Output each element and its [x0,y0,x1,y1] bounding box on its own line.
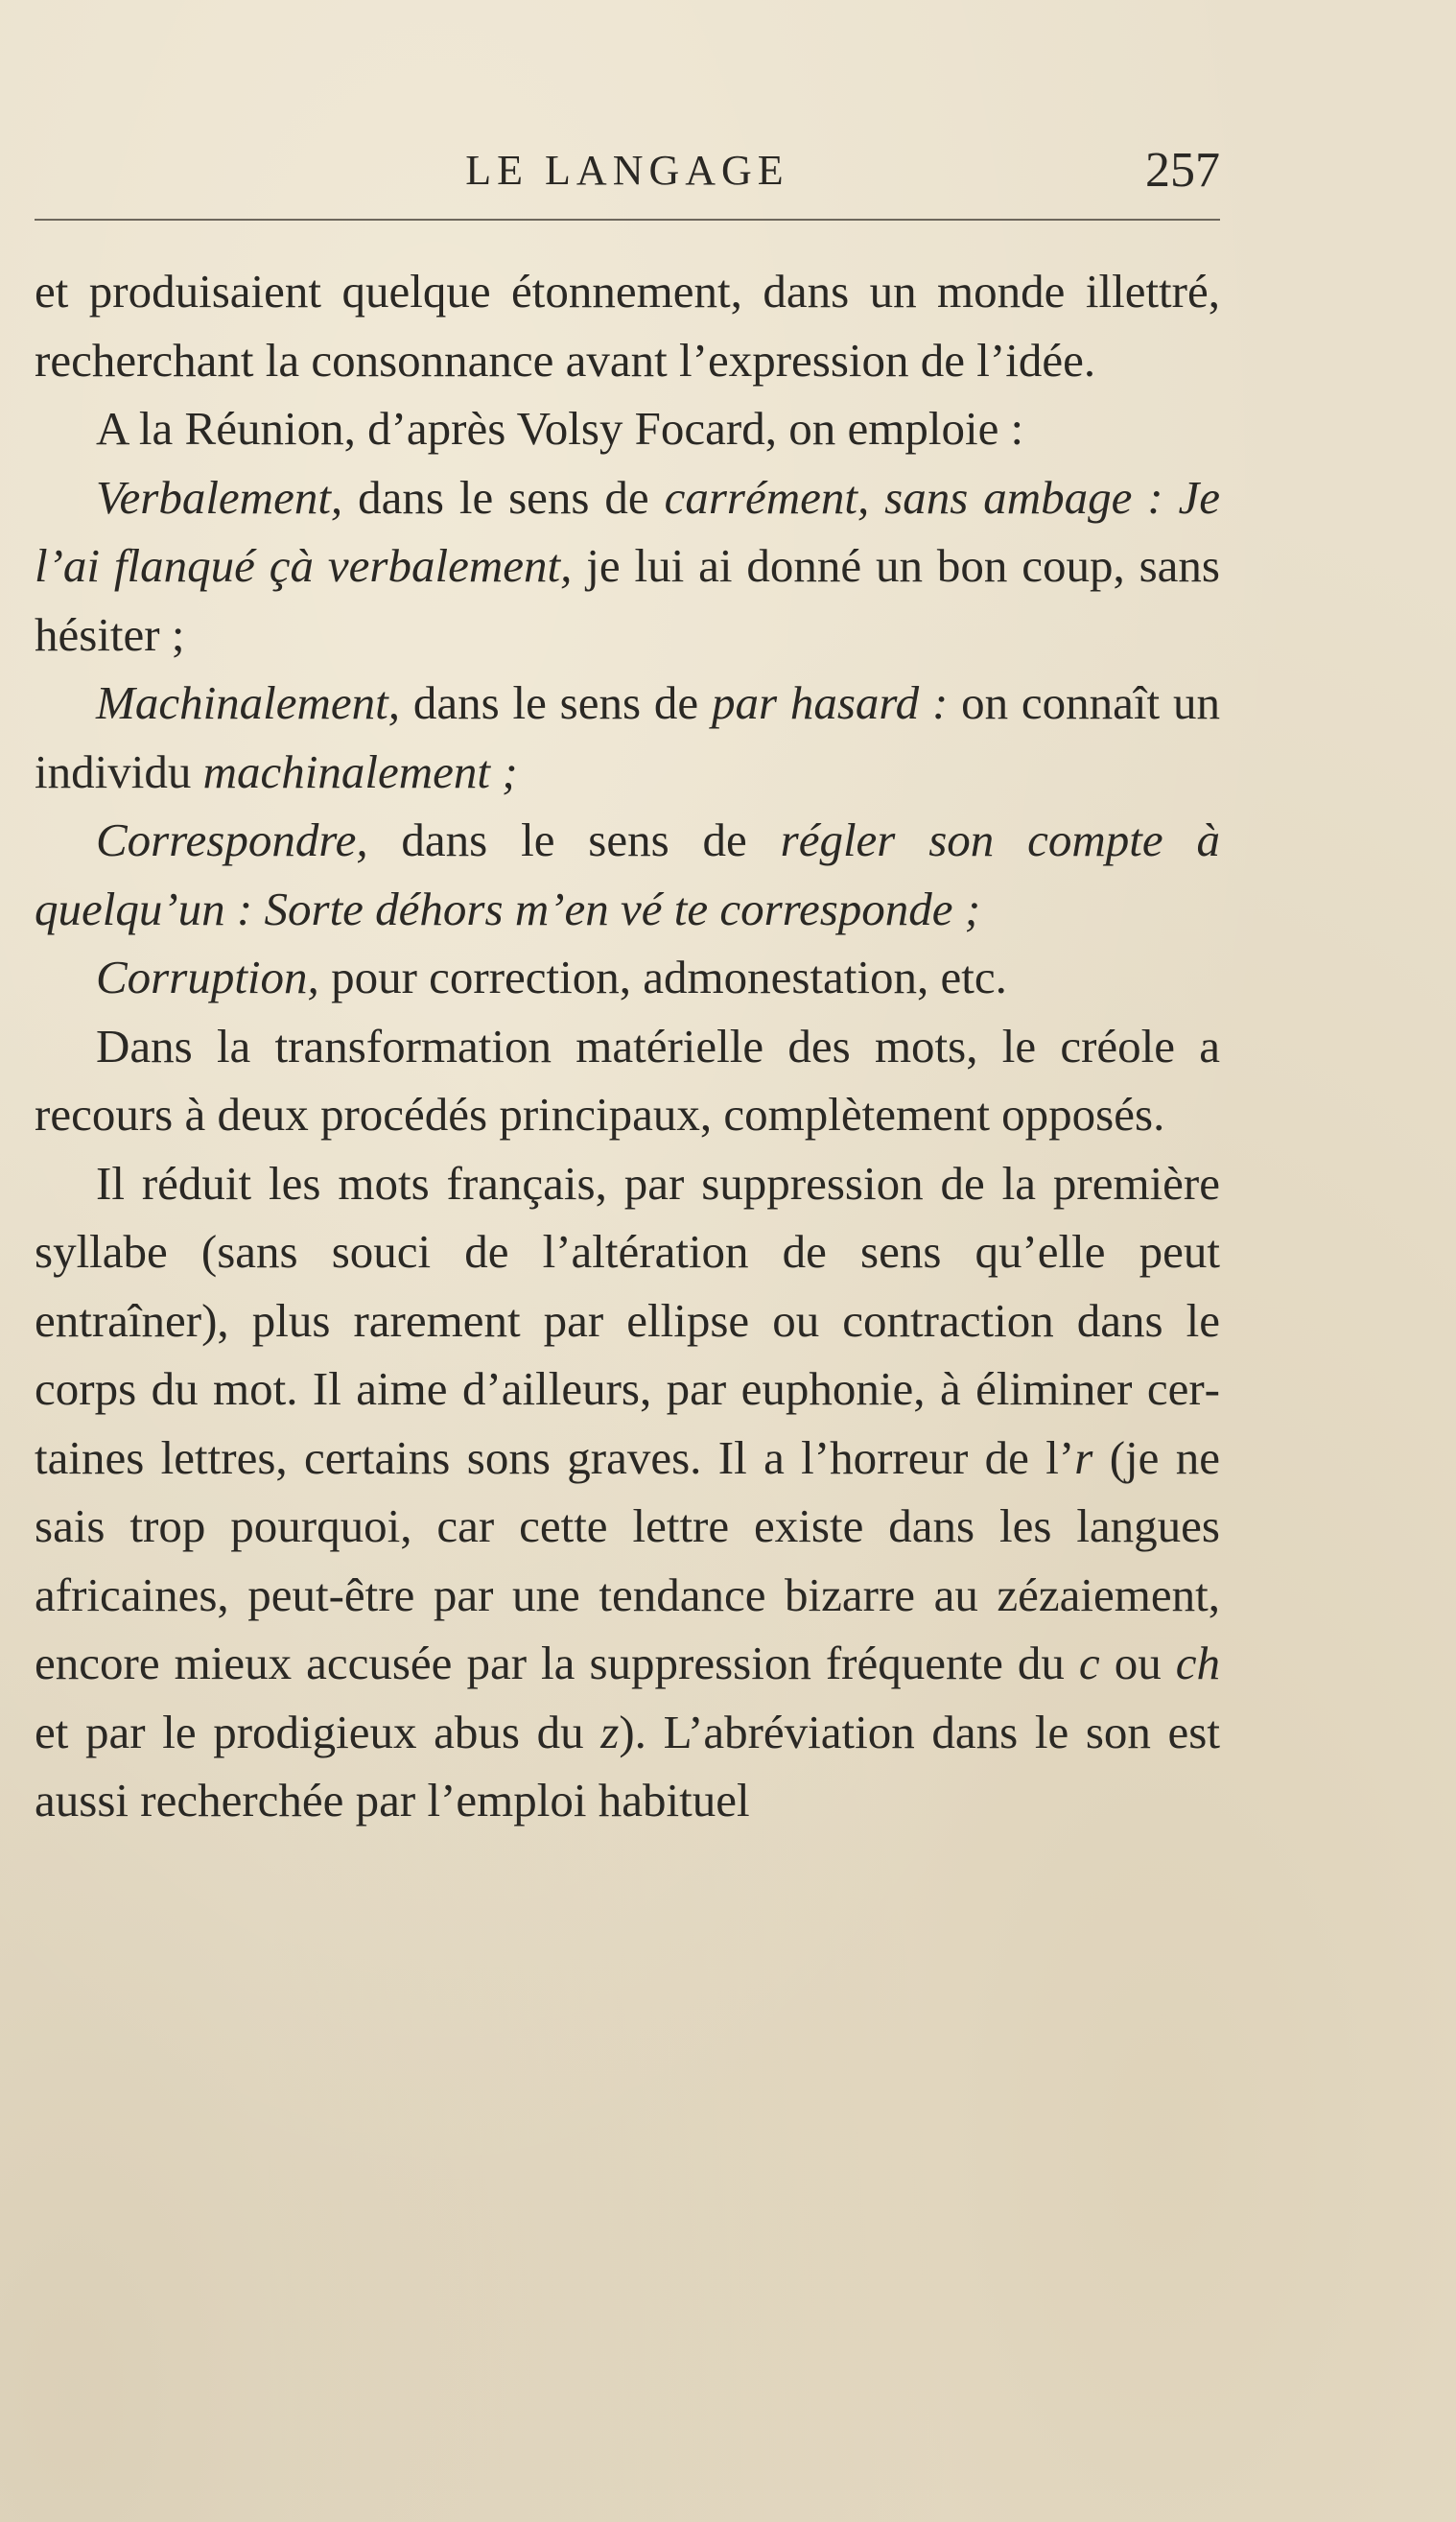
text-run: dans le sens de [400,676,712,729]
italic-text: Corruption, [96,951,319,1003]
italic-text: carrément, sans ambage : Je l’ai flanqué çà verbalement, [35,470,1220,592]
text-run: et produisaient quelque étonnement, dans un monde illettré, recherchant la consonnance avant l’expression de l’idée. [35,265,1220,387]
italic-text: z [600,1705,620,1758]
paragraph [35,669,1220,806]
paragraph [35,943,1220,1012]
italic-text: machinalement ; [202,744,518,798]
text-run: dans le sens de [342,470,665,524]
text-run: on connaît un individu [35,676,1220,798]
text-run: Il réduit les mots français, par suppression de la première syllabe (sans souci de l’altération de sens qu’elle peut entraîner), plus rarement par ellipse ou contraction dans le corps du mot. Il aime d’ailleurs, par euphonie, à éliminer certaines lettres, certains sons graves. Il a l’horreur de l’ [35,1156,1220,1484]
italic-text: Correspondre, [96,813,368,866]
italic-text: r [1074,1430,1093,1484]
paragraph [35,1149,1220,1835]
body-text [35,257,1220,1835]
italic-text: régler son compte à quelqu’un : Sorte déhors m’en vé te corresponde ; [35,813,1220,935]
italic-text: Verbalement, [96,470,343,524]
text-run: A la Réunion, d’après Volsy Focard, on emploie : [96,402,1024,455]
text-run: ou [1099,1637,1176,1689]
paragraph [35,806,1220,943]
page-number: 257 [1145,143,1220,198]
text-run: et par le prodigieux abus du [35,1705,601,1758]
header-rule [35,219,1220,221]
paragraph [35,1012,1220,1149]
italic-text: Machinalement, [96,676,401,729]
text-run: Dans la transformation matérielle des mots, le créole a recours à deux procédés principaux, complètement opposés. [35,1019,1220,1141]
paragraph [35,394,1220,463]
text-run: je lui ai donné un bon coup, sans hésiter ; [35,539,1220,661]
paragraph [35,257,1220,394]
text-run: dans le sens de [367,813,781,866]
italic-text: par hasard : [711,676,949,729]
text-run: ). L’abréviation dans le son est aussi recherchée par l’emploi habituel [35,1705,1220,1827]
text-run: (je ne sais trop pourquoi, car cette lettre existe dans les langues africaines, peut-être par une tendance bizarre au zézaiement, encore mieux accusée par la suppression fréquente du [35,1430,1221,1689]
running-head [35,142,1220,200]
text-run: pour correction, admonestation, etc. [318,951,1007,1003]
italic-text: ch [1175,1637,1220,1689]
italic-text: c [1078,1637,1100,1689]
running-title: LE LANGAGE [465,147,789,194]
paragraph [35,463,1220,670]
